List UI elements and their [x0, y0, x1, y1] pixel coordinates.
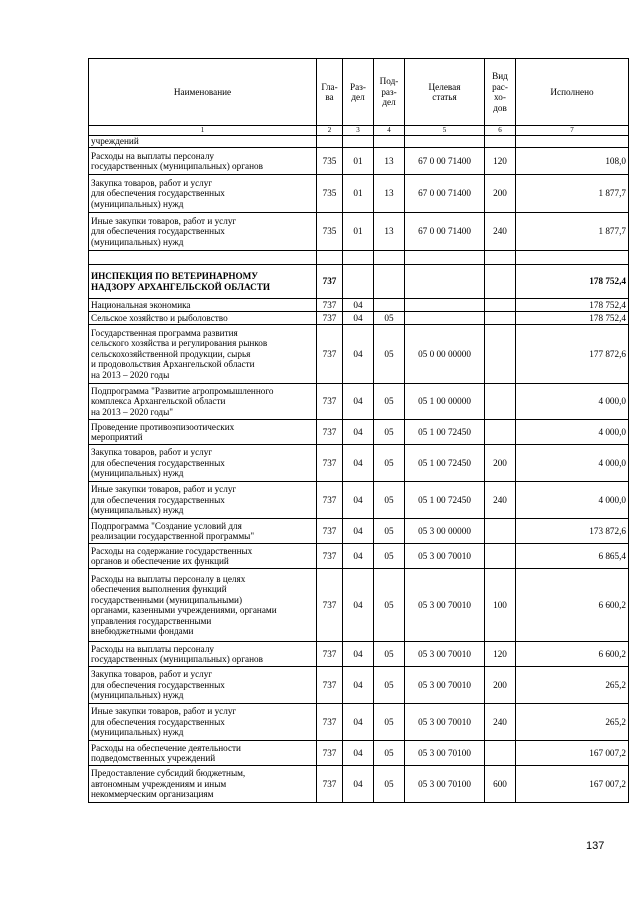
- row-stat: 05 3 00 70100: [405, 741, 485, 766]
- row-razdel: 04: [343, 445, 374, 482]
- row-podrazdel: 05: [374, 519, 405, 544]
- row-podrazdel: 05: [374, 384, 405, 420]
- row-vid: [485, 325, 516, 384]
- table-row: [89, 642, 629, 667]
- row-name: Закупка товаров, работ и услуг для обеспечения государственных (муниципальных) нужд: [89, 175, 317, 213]
- row-razdel: 04: [343, 482, 374, 519]
- row-vid: 240: [485, 213, 516, 251]
- table-row: [89, 175, 629, 213]
- row-stat: 05 1 00 00000: [405, 384, 485, 420]
- row-name: Расходы на содержание государственных органов и обеспечение их функций: [89, 544, 317, 569]
- row-podrazdel: [374, 136, 405, 148]
- row-razdel: [343, 265, 374, 299]
- row-sum: 265,2: [516, 704, 629, 741]
- row-sum: 4 000,0: [516, 445, 629, 482]
- page-number: 137: [586, 840, 605, 852]
- row-sum: 108,0: [516, 148, 629, 175]
- table-row: [89, 420, 629, 445]
- row-glava: 735: [317, 175, 343, 213]
- row-podrazdel: 05: [374, 741, 405, 766]
- row-name: Сельское хозяйство и рыболовство: [89, 312, 317, 325]
- row-glava: 737: [317, 642, 343, 667]
- row-sum: 178 752,4: [516, 299, 629, 312]
- row-stat: 67 0 00 71400: [405, 213, 485, 251]
- row-sum: [516, 136, 629, 148]
- row-vid: [485, 519, 516, 544]
- table-body: [89, 59, 629, 803]
- row-name: Иные закупки товаров, работ и услуг для обеспечения государственных (муниципальных) нужд: [89, 482, 317, 519]
- row-glava: 737: [317, 766, 343, 803]
- row-podrazdel: 13: [374, 175, 405, 213]
- row-name: Предоставление субсидий бюджетным, автономным учреждениям и иным некоммерческим организациям: [89, 766, 317, 803]
- row-glava: 737: [317, 312, 343, 325]
- row-sum: 1 877,7: [516, 213, 629, 251]
- row-name: Национальная экономика: [89, 299, 317, 312]
- row-name: Подпрограмма "Развитие агропромышленного комплекса Архангельской области на 2013 – 2020 годы": [89, 384, 317, 420]
- table-row: [89, 148, 629, 175]
- row-name: Закупка товаров, работ и услуг для обеспечения государственных (муниципальных) нужд: [89, 667, 317, 704]
- row-sum: 4 000,0: [516, 384, 629, 420]
- row-name: Закупка товаров, работ и услуг для обеспечения государственных (муниципальных) нужд: [89, 445, 317, 482]
- row-sum: 265,2: [516, 667, 629, 704]
- row-sum: 178 752,4: [516, 312, 629, 325]
- row-name: Подпрограмма "Создание условий для реализации государственной программы": [89, 519, 317, 544]
- row-podrazdel: 05: [374, 667, 405, 704]
- row-razdel: 04: [343, 312, 374, 325]
- row-sum: [516, 251, 629, 265]
- row-vid: [485, 384, 516, 420]
- row-vid: [485, 741, 516, 766]
- row-glava: 737: [317, 420, 343, 445]
- budget-table: [88, 58, 629, 803]
- row-name: Расходы на обеспечение деятельности подведомственных учреждений: [89, 741, 317, 766]
- row-sum: 173 872,6: [516, 519, 629, 544]
- row-glava: 737: [317, 544, 343, 569]
- row-sum: 167 007,2: [516, 766, 629, 803]
- row-razdel: 04: [343, 544, 374, 569]
- table-row: [89, 667, 629, 704]
- row-glava: 737: [317, 741, 343, 766]
- row-vid: [485, 299, 516, 312]
- col-number: 4: [374, 126, 405, 136]
- row-glava: [317, 251, 343, 265]
- row-podrazdel: 05: [374, 482, 405, 519]
- row-sum: 167 007,2: [516, 741, 629, 766]
- row-vid: 100: [485, 569, 516, 642]
- col-number: 3: [343, 126, 374, 136]
- table-row: [89, 213, 629, 251]
- row-podrazdel: 05: [374, 569, 405, 642]
- column-number-row: [89, 126, 629, 136]
- table-row: [89, 519, 629, 544]
- row-razdel: [343, 251, 374, 265]
- row-name: Государственная программа развития сельского хозяйства и регулирования рынков сельскохозяйственной продукции, сырья и продовольствия Архангельской области на 2013 – 2020 годы: [89, 325, 317, 384]
- row-sum: 178 752,4: [516, 265, 629, 299]
- table-row: [89, 251, 629, 265]
- header-row: [89, 59, 629, 126]
- row-vid: 120: [485, 148, 516, 175]
- row-vid: 120: [485, 642, 516, 667]
- row-stat: 05 3 00 70010: [405, 642, 485, 667]
- col-number: 1: [89, 126, 317, 136]
- row-glava: 737: [317, 265, 343, 299]
- row-glava: 737: [317, 667, 343, 704]
- header-stat: Целевая статья: [405, 59, 485, 126]
- row-razdel: 01: [343, 213, 374, 251]
- row-razdel: [343, 136, 374, 148]
- row-stat: 05 3 00 70010: [405, 569, 485, 642]
- row-podrazdel: 05: [374, 642, 405, 667]
- row-sum: 6 600,2: [516, 642, 629, 667]
- row-stat: [405, 299, 485, 312]
- row-glava: 737: [317, 325, 343, 384]
- row-stat: 05 3 00 70100: [405, 766, 485, 803]
- row-podrazdel: 05: [374, 325, 405, 384]
- row-stat: 05 1 00 72450: [405, 445, 485, 482]
- row-podrazdel: 05: [374, 544, 405, 569]
- row-name: Иные закупки товаров, работ и услуг для обеспечения государственных (муниципальных) нужд: [89, 704, 317, 741]
- row-vid: [485, 251, 516, 265]
- row-vid: 200: [485, 667, 516, 704]
- row-stat: 67 0 00 71400: [405, 175, 485, 213]
- row-razdel: 04: [343, 741, 374, 766]
- row-podrazdel: 05: [374, 445, 405, 482]
- row-razdel: 04: [343, 384, 374, 420]
- row-razdel: 04: [343, 299, 374, 312]
- row-podrazdel: 05: [374, 704, 405, 741]
- row-razdel: 04: [343, 667, 374, 704]
- table-row: [89, 325, 629, 384]
- row-glava: 737: [317, 445, 343, 482]
- row-glava: 735: [317, 148, 343, 175]
- row-stat: [405, 251, 485, 265]
- row-sum: 6 600,2: [516, 569, 629, 642]
- table-row: [89, 384, 629, 420]
- row-podrazdel: 05: [374, 312, 405, 325]
- row-glava: 737: [317, 299, 343, 312]
- header-glava: Гла- ва: [317, 59, 343, 126]
- row-name: Расходы на выплаты персоналу государственных (муниципальных) органов: [89, 148, 317, 175]
- row-name: Расходы на выплаты персоналу в целях обеспечения выполнения функций государственными (муниципальными) органами, казенными учреждениями, органами управления государственными внебюджетными фондами: [89, 569, 317, 642]
- row-name: Расходы на выплаты персоналу государственных (муниципальных) органов: [89, 642, 317, 667]
- row-razdel: 04: [343, 420, 374, 445]
- row-podrazdel: 05: [374, 420, 405, 445]
- table-row: [89, 445, 629, 482]
- row-name: Иные закупки товаров, работ и услуг для обеспечения государственных (муниципальных) нужд: [89, 213, 317, 251]
- row-podrazdel: [374, 299, 405, 312]
- col-number: 6: [485, 126, 516, 136]
- row-podrazdel: [374, 265, 405, 299]
- row-podrazdel: 13: [374, 148, 405, 175]
- row-stat: 05 0 00 00000: [405, 325, 485, 384]
- col-number: 5: [405, 126, 485, 136]
- row-vid: [485, 136, 516, 148]
- row-stat: 05 3 00 70010: [405, 704, 485, 741]
- row-name: ИНСПЕКЦИЯ ПО ВЕТЕРИНАРНОМУ НАДЗОРУ АРХАНГЕЛЬСКОЙ ОБЛАСТИ: [89, 265, 317, 299]
- table-row: [89, 299, 629, 312]
- row-sum: 1 877,7: [516, 175, 629, 213]
- row-glava: 737: [317, 519, 343, 544]
- row-podrazdel: [374, 251, 405, 265]
- row-stat: [405, 136, 485, 148]
- row-stat: 05 1 00 72450: [405, 420, 485, 445]
- row-glava: 737: [317, 569, 343, 642]
- row-sum: 4 000,0: [516, 482, 629, 519]
- row-stat: [405, 312, 485, 325]
- row-razdel: 01: [343, 148, 374, 175]
- row-stat: 67 0 00 71400: [405, 148, 485, 175]
- row-vid: 600: [485, 766, 516, 803]
- row-razdel: 04: [343, 766, 374, 803]
- header-vid: Вид рас- хо- дов: [485, 59, 516, 126]
- col-number: 2: [317, 126, 343, 136]
- row-razdel: 04: [343, 569, 374, 642]
- row-vid: [485, 312, 516, 325]
- row-glava: [317, 136, 343, 148]
- row-stat: 05 3 00 70010: [405, 544, 485, 569]
- table-row: [89, 312, 629, 325]
- table-row: [89, 265, 629, 299]
- row-vid: [485, 265, 516, 299]
- row-vid: [485, 544, 516, 569]
- row-sum: 6 865,4: [516, 544, 629, 569]
- row-stat: 05 3 00 00000: [405, 519, 485, 544]
- row-glava: 737: [317, 482, 343, 519]
- row-razdel: 04: [343, 519, 374, 544]
- row-glava: 737: [317, 704, 343, 741]
- table-row: [89, 766, 629, 803]
- row-podrazdel: 05: [374, 766, 405, 803]
- row-name: Проведение противоэпизоотических мероприятий: [89, 420, 317, 445]
- row-vid: [485, 420, 516, 445]
- row-razdel: 04: [343, 325, 374, 384]
- row-vid: 240: [485, 482, 516, 519]
- row-glava: 735: [317, 213, 343, 251]
- row-vid: 200: [485, 445, 516, 482]
- row-name: учреждений: [89, 136, 317, 148]
- row-name: [89, 251, 317, 265]
- row-sum: 177 872,6: [516, 325, 629, 384]
- row-razdel: 01: [343, 175, 374, 213]
- row-razdel: 04: [343, 642, 374, 667]
- row-vid: 240: [485, 704, 516, 741]
- row-stat: 05 3 00 70010: [405, 667, 485, 704]
- row-glava: 737: [317, 384, 343, 420]
- table-row: [89, 741, 629, 766]
- table-row: [89, 704, 629, 741]
- table-row: [89, 136, 629, 148]
- row-podrazdel: 13: [374, 213, 405, 251]
- col-number: 7: [516, 126, 629, 136]
- header-podrazdel: Под- раз- дел: [374, 59, 405, 126]
- row-razdel: 04: [343, 704, 374, 741]
- table-row: [89, 544, 629, 569]
- header-sum: Исполнено: [516, 59, 629, 126]
- row-stat: 05 1 00 72450: [405, 482, 485, 519]
- header-name: Наименование: [89, 59, 317, 126]
- row-stat: [405, 265, 485, 299]
- table-row: [89, 569, 629, 642]
- header-razdel: Раз- дел: [343, 59, 374, 126]
- row-sum: 4 000,0: [516, 420, 629, 445]
- row-vid: 200: [485, 175, 516, 213]
- table-row: [89, 482, 629, 519]
